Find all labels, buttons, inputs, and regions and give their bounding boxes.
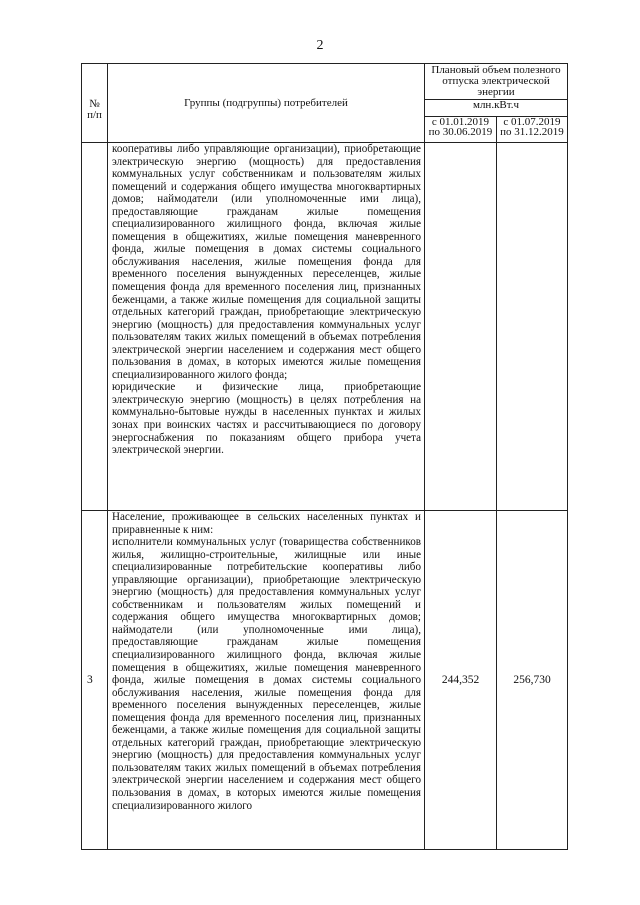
header-row [82,64,568,117]
continued-paragraph-2: юридические и физические лица, приобретающие электрическую энергию (мощность) в целях потребления на коммунально-бытовые нужды в населенных пунктах и жилых зонах при воинских частях и рассчитывающиеся по договору энергоснабжения по показаниям общего прибора учета электрической энергии. [112,381,421,457]
header-period2-cell [497,117,568,143]
header-group-label: Группы (подгруппы) потребителей [184,96,348,109]
continued-value-h1-cell [425,143,497,511]
row3-text-cell [108,511,425,850]
row3-heading: Население, проживающее в сельских населенных пунктах и приравненные к ним: [112,511,421,536]
header-group-cell [108,64,425,143]
header-plan-line1: Плановый объем полезного [431,64,561,76]
row3-value-h2: 256,730 [513,674,551,686]
continued-value-h2-cell [497,143,568,511]
header-num-label: № п/п [87,98,102,121]
continued-text-cell [108,143,425,511]
row3-value-h1: 244,352 [441,674,480,686]
header-plan-unit: млн.кВт.ч [425,99,567,111]
header-period2-start: с 01.07.2019 [503,116,561,129]
header-plan-cell [425,64,568,117]
header-period1-cell [425,117,497,143]
row3-text: исполнители коммунальных услуг (товарищества собственников жилья, жилищно-строительные, жилищные или иные специализированные потребительские кооперативы либо управляющие организации), приобретающие электрическую энергию (мощность) для предоставления коммунальных услуг собственникам и пользователям жилых помещений и содержания общего имущества многоквартирных домов; наймодатели (или уполномоченные ими лица), предоставляющие гражданам жилые помещения специализированного жилищного фонда, включая жилые помещения в общежитиях, жилые помещения маневренного фонда, жилые помещения в домах системы социального обслуживания населения, жилые помещения фонда для временного поселения вынужденных переселенцев, жилые помещения фонда для временного поселения лиц, признанных беженцами, а также жилые помещения для социальной защиты отдельных категорий граждан, приобретающие электрическую энергию (мощность) для предоставления коммунальных услуг пользователям таких жилых помещений в объемах потребления электрической энергии населением и содержания мест общего пользования в домах, в которых имеются жилые помещения специализированного жилого [112,536,421,812]
table-row-3 [82,511,568,850]
row3-value-h2-cell [497,511,568,850]
row3-number: 3 [87,674,93,686]
table-row-continued [82,143,568,511]
header-num-cell [82,64,108,143]
header-plan-line3: энергии [477,86,515,98]
row3-value-h1-cell [425,511,497,850]
continued-num-cell [82,143,108,511]
header-plan-line2: отпуска электрической [442,75,550,87]
page-number: 2 [316,38,324,53]
consumer-groups-table [81,63,568,850]
header-period2-end: по 31.12.2019 [500,126,564,139]
row3-num-cell [82,511,108,850]
header-period1-end: по 30.06.2019 [428,126,493,139]
continued-paragraph-1: кооперативы либо управляющие организации), приобретающие электрическую энергию (мощность) для предоставления коммунальных услуг собственникам и пользователям жилых помещений и содержания общего имущества многоквартирных домов; наймодатели (или уполномоченные ими лица), предоставляющие гражданам жилые помещения специализированного жилищного фонда, включая жилые помещения в общежитиях, жилые помещения маневренного фонда, жилые помещения в домах системы социального обслуживания населения, жилые помещения фонда для временного поселения вынужденных переселенцев, жилые помещения фонда для временного поселения лиц, признанных беженцами, а также жилые помещения для социальной защиты отдельных категорий граждан, приобретающие электрическую энергию (мощность) для предоставления коммунальных услуг пользователям таких жилых помещений в объемах потребления электрической энергии населением и содержания мест общего пользования в домах, в которых имеются жилые помещения специализированного жилого фонда; [112,143,421,381]
header-period1-start: с 01.01.2019 [431,116,490,129]
